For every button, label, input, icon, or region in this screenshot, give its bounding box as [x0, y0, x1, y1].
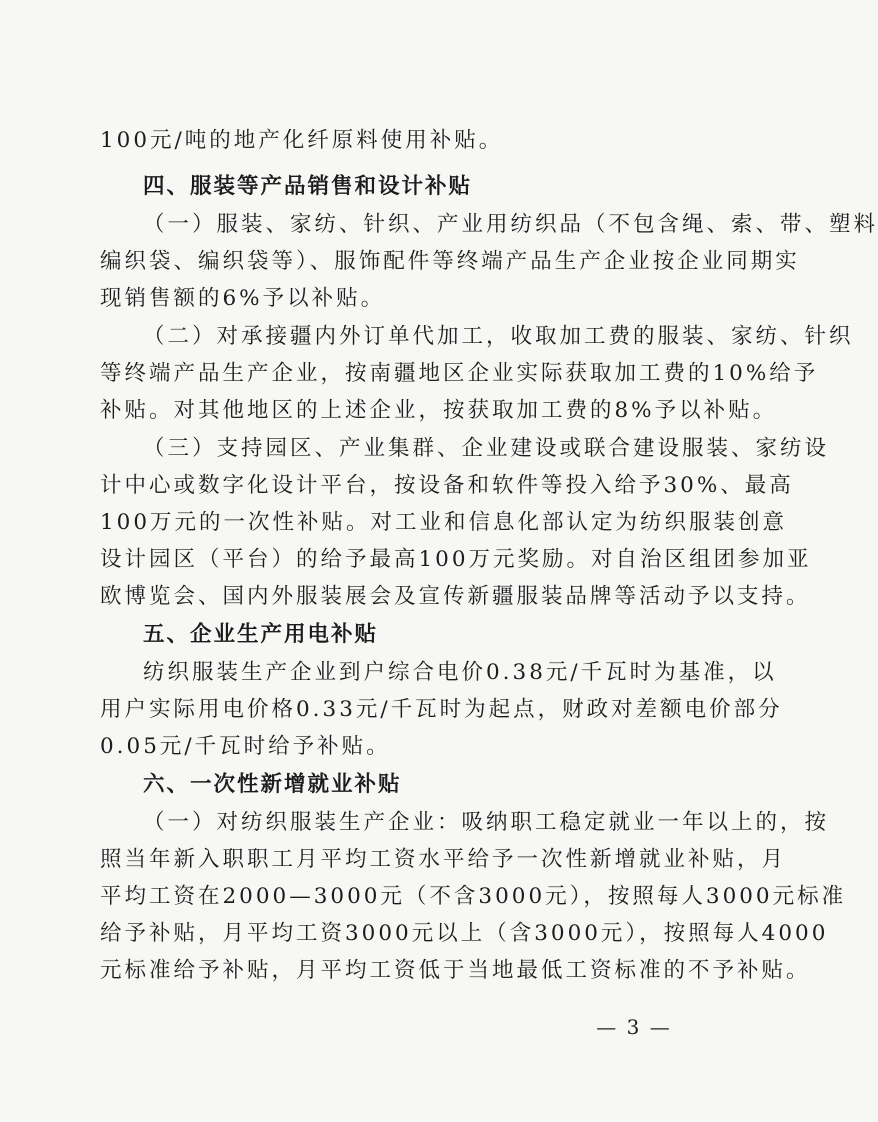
paragraph-line: 补贴。对其他地区的上述企业，按获取加工费的8%予以补贴。 — [100, 398, 778, 423]
paragraph-line: 平均工资在2000—3000元（不含3000元），按照每人3000元标准 — [100, 884, 847, 909]
section-heading-product-sales-design-subsidy: 四、服装等产品销售和设计补贴 — [143, 174, 473, 199]
paragraph-line: 等终端产品生产企业，按南疆地区企业实际获取加工费的10%给予 — [100, 361, 819, 386]
paragraph-line: 给予补贴，月平均工资3000元以上（含3000元），按照每人4000 — [100, 921, 829, 946]
paragraph-line: 现销售额的6%予以补贴。 — [100, 286, 386, 311]
paragraph-line: 用户实际用电价格0.33元/千瓦时为起点，财政对差额电价部分 — [100, 697, 783, 722]
paragraph-line: （一）服装、家纺、针织、产业用纺织品（不包含绳、索、带、塑料 — [143, 212, 878, 237]
paragraph-line: （一）对纺织服装生产企业：吸纳职工稳定就业一年以上的，按 — [143, 810, 830, 835]
paragraph-line: 元标准给予补贴，月平均工资低于当地最低工资标准的不予补贴。 — [100, 958, 811, 983]
section-heading-employment-subsidy: 六、一次性新增就业补贴 — [143, 772, 402, 797]
paragraph-line: 设计园区（平台）的给予最高100万元奖励。对自治区组团参加亚 — [100, 547, 812, 572]
paragraph-line: 欧博览会、国内外服装展会及宣传新疆服装品牌等活动予以支持。 — [100, 584, 811, 609]
paragraph-line: 纺织服装生产企业到户综合电价0.38元/千瓦时为基准，以 — [143, 660, 777, 685]
section-heading-electricity-subsidy: 五、企业生产用电补贴 — [143, 622, 379, 647]
page-number: — 3 — — [596, 1015, 672, 1039]
paragraph-line: 计中心或数字化设计平台，按设备和软件等投入给予30%、最高 — [100, 473, 794, 498]
paragraph-line: （三）支持园区、产业集群、企业建设或联合建设服装、家纺设 — [143, 436, 830, 461]
text-line: 100元/吨的地产化纤原料使用补贴。 — [100, 128, 504, 153]
paragraph-line: 0.05元/千瓦时给予补贴。 — [100, 734, 391, 759]
paragraph-line: 100万元的一次性补贴。对工业和信息化部认定为纺织服装创意 — [100, 510, 788, 535]
paragraph-line: （二）对承接疆内外订单代加工，收取加工费的服装、家纺、针织 — [143, 324, 854, 349]
paragraph-line: 照当年新入职职工月平均工资水平给予一次性新增就业补贴，月 — [100, 847, 787, 872]
paragraph-line: 编织袋、编织袋等）、服饰配件等终端产品生产企业按企业同期实 — [100, 249, 800, 274]
